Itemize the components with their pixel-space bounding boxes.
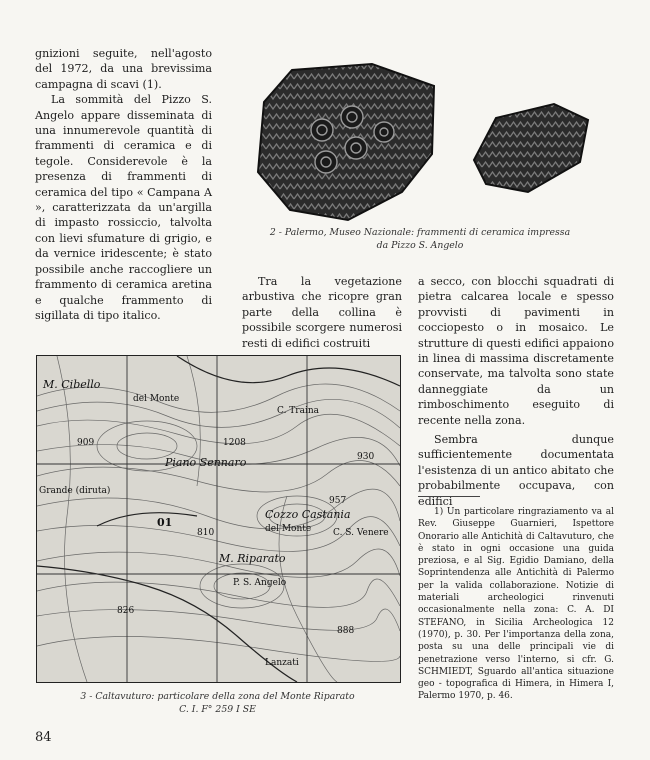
- middle-paragraph: Tra la vegetazione arbustiva che ricopre gran parte della collina è possibile scorgere numerosi resti di edifici costruiti: [242, 275, 402, 350]
- map-label-810: 810: [197, 528, 215, 538]
- right-column: [418, 274, 614, 509]
- figure-2-caption: [240, 226, 600, 252]
- figure-2-caption-line-1: 2 - Palermo, Museo Nazionale: frammenti di ceramica impressa: [269, 227, 571, 238]
- page-number: 84: [35, 730, 52, 745]
- map-label-826: 826: [117, 606, 135, 616]
- map-label-cibello: M. Cibello: [43, 378, 101, 391]
- map-label-cozzo: Cozzo Castania: [265, 508, 351, 521]
- map-label-909: 909: [77, 438, 95, 448]
- right-paragraph-1: a secco, con blocchi squadrati di pietra calcarea locale e spesso provvisti di pavimenti in cocciopesto o in mosaico. Le strutture di questi edifici appaiono in linea di massima discretamente conservate, ma talvolta sono state danneggiate da un rimboschimento eseguito di recente nella zona.: [418, 275, 614, 427]
- map-label-del-monte: del Monte: [133, 394, 180, 404]
- map-label-888: 888: [337, 626, 355, 636]
- map-label-1208: 1208: [223, 438, 246, 448]
- map-label-930: 930: [357, 452, 375, 462]
- middle-column: [242, 274, 402, 351]
- ceramic-fragment-small-image: [468, 100, 592, 196]
- footnote-rule: [418, 496, 480, 497]
- map-label-s-venere: C. S. Venere: [333, 528, 389, 538]
- map-label-01: 01: [157, 516, 173, 529]
- map-label-lanzati: Lanzati: [265, 658, 299, 668]
- topographic-map: [36, 355, 401, 683]
- right-paragraph-2: Sembra dunque sufficientemente documentata l'esistenza di un antico abitato che probabilmente occupava, con edifici: [418, 433, 614, 508]
- map-label-del-monte-2: del Monte: [265, 524, 312, 534]
- left-paragraph-2: La sommità del Pizzo S. Angelo appare disseminata di una innumerevole quantità di frammenti di ceramica e di tegole. Considerevole è la presenza di frammenti di ceramica del tipo « Campana A », caratterizzata da un'argilla di impasto rossiccio, talvolta con lievi sfumature di grigio, e da vernice iridescente; è stato possibile anche raccogliere un frammento di ceramica aretina e qualche frammento di sigillata di tipo italico.: [35, 93, 212, 322]
- figure-3-caption-line-1: 3 - Caltavuturo: particolare della zona del Monte Riparato: [80, 691, 355, 702]
- map-label-957: 957: [329, 496, 347, 506]
- footnote-text: 1) Un particolare ringraziamento va al Rev. Giuseppe Guarnieri, Ispettore Onorario alle Antichità di Caltavuturo, che è stato in ogni occasione una guida preziosa, e al Sig. Egidio Damiano, della Soprintendenza alle Antichità di Palermo per la valida collaborazione. Notizie di materiali archeologici rinvenuti occasionalmente nella zona: C. A. DI STEFANO, in Sicilia Archeologica 12 (1970), p. 30. Per l'importanza della zona, posta su una delle principali vie di penetrazione verso l'interno, si cfr. G. SCHMIEDT, Sguardo all'antica situazione geo - topografica di Himera, in Himera I, Palermo 1970, p. 46.: [418, 507, 614, 702]
- footnote: [418, 506, 614, 703]
- left-column: [35, 46, 212, 323]
- left-paragraph-1: gnizioni seguite, nell'agosto del 1972, da una brevissima campagna di scavi (1).: [35, 47, 212, 91]
- figure-3-caption: [36, 690, 399, 716]
- figure-2-caption-line-2: da Pizzo S. Angelo: [376, 240, 464, 251]
- map-label-riparato: M. Riparato: [219, 552, 286, 565]
- map-label-grande: Grande (diruta): [39, 486, 111, 496]
- map-label-traina: C. Traina: [277, 406, 319, 416]
- figure-3-caption-line-2: C. I. F° 259 I SE: [179, 704, 256, 715]
- ceramic-fragment-large-image: [252, 62, 438, 222]
- map-label-angelo: P. S. Angelo: [233, 578, 287, 588]
- map-label-sennaro: Piano Sennaro: [165, 456, 247, 469]
